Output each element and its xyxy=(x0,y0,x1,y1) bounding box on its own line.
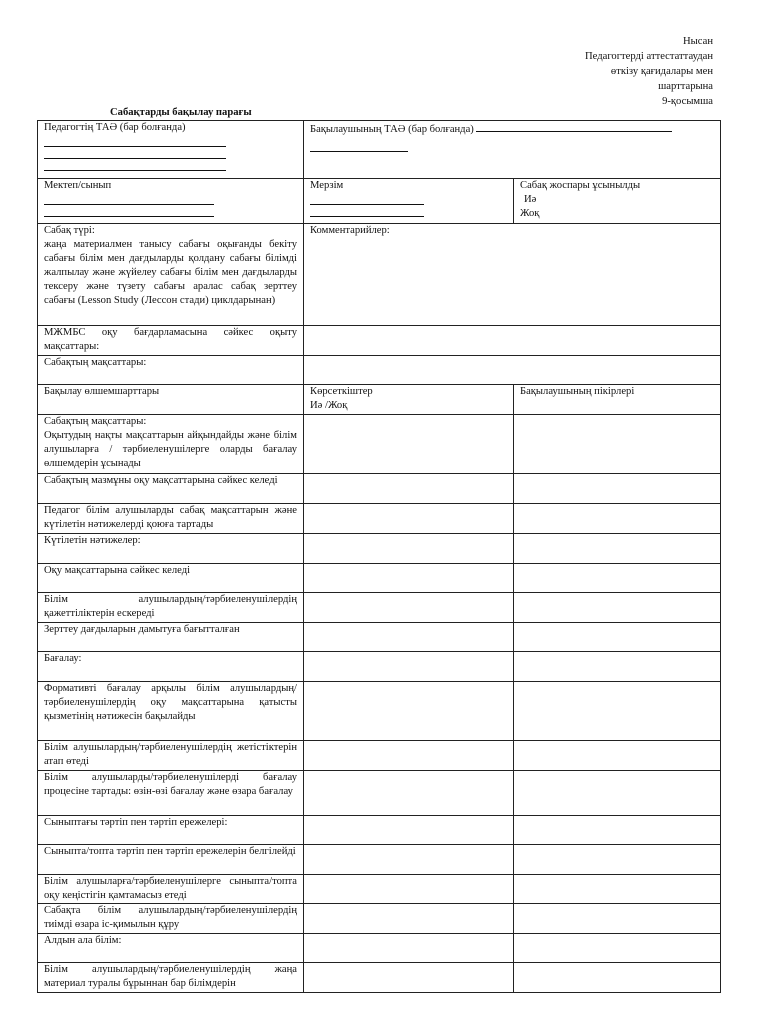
lesson-type-text: жаңа материалмен танысу сабағы оқығанды бекіту сабағы білім мен дағдыларды қолдану сабағы білімді жалпылау және жүйелеу сабағы білім мен дағдыларды тексеру және түзету сабағы аралас сабақ зерттеу сабағы (Lesson Study (Лессон стади) циклдарынан) xyxy=(44,238,297,306)
observer-cell xyxy=(304,121,721,179)
criteria-row xyxy=(38,682,721,741)
indicator-cell[interactable] xyxy=(304,504,514,534)
plan-no-option[interactable]: Жоқ xyxy=(520,207,540,219)
indicator-cell[interactable] xyxy=(304,682,514,741)
observer-name-line-2[interactable] xyxy=(310,140,408,152)
plan-label: Сабақ жоспары ұсынылды xyxy=(520,180,641,191)
school-label: Мектеп/сынып xyxy=(44,180,112,191)
criteria-row xyxy=(38,415,721,474)
program-cell: МЖМБС оқу бағдарламасына сәйкес оқыту мақсаттары: xyxy=(38,326,304,356)
indicator-cell[interactable] xyxy=(304,963,514,993)
opinion-cell[interactable] xyxy=(514,934,721,963)
teacher-name-line-2[interactable] xyxy=(44,147,226,159)
observation-form-table xyxy=(37,120,721,993)
opinion-cell[interactable] xyxy=(514,845,721,875)
school-line-2[interactable] xyxy=(44,205,214,217)
opinion-cell[interactable] xyxy=(514,474,721,504)
criteria-row xyxy=(38,875,721,904)
appendix-header xyxy=(585,34,713,109)
opinion-cell[interactable] xyxy=(514,534,721,564)
indicator-cell[interactable] xyxy=(304,904,514,934)
program-value-cell[interactable] xyxy=(304,326,721,356)
indicator-cell[interactable] xyxy=(304,934,514,963)
criteria-row xyxy=(38,771,721,816)
opinion-cell[interactable] xyxy=(514,875,721,904)
criteria-cell: Білім алушыларды/тәрбиеленушілерді бағалау процесіне тартады: өзін-өзі бағалау және өзара бағалау xyxy=(38,771,304,816)
opinion-cell[interactable] xyxy=(514,963,721,993)
lesson-type-cell xyxy=(38,224,304,326)
indicators-header-sub: Иә /Жоқ xyxy=(310,399,348,411)
indicator-cell[interactable] xyxy=(304,415,514,474)
criteria-row xyxy=(38,904,721,934)
school-date-plan-row xyxy=(38,179,721,224)
criteria-row xyxy=(38,816,721,845)
observer-label: Бақылаушының ТАӘ (бар болғанда) xyxy=(310,124,474,135)
criteria-row xyxy=(38,534,721,564)
teacher-name-line-3[interactable] xyxy=(44,159,226,171)
criteria-cell: Педагог білім алушыларды сабақ мақсаттарын және күтілетін нәтижелерді қоюға тартады xyxy=(38,504,304,534)
indicators-header xyxy=(304,385,514,415)
goals-value-cell[interactable] xyxy=(304,356,721,385)
opinion-cell[interactable] xyxy=(514,504,721,534)
indicator-cell[interactable] xyxy=(304,623,514,652)
criteria-row xyxy=(38,504,721,534)
form-title: Сабақтарды бақылау парағы xyxy=(110,107,252,118)
opinion-cell[interactable] xyxy=(514,564,721,593)
criteria-row xyxy=(38,593,721,623)
criteria-row xyxy=(38,741,721,771)
criteria-cell: Сабақтың мақсаттары: Оқытудың нақты мақсаттарын айқындайды және білім алушыларға / тәрбиеленушілерге оларды бағалау өлшемдерін ұсынады xyxy=(38,415,304,474)
teacher-observer-row xyxy=(38,121,721,179)
date-label: Мерзім xyxy=(310,180,344,191)
criteria-cell: Сабақтың мазмұны оқу мақсаттарына сәйкес келеді xyxy=(38,474,304,504)
criteria-row xyxy=(38,963,721,993)
criteria-row xyxy=(38,652,721,682)
opinion-cell[interactable] xyxy=(514,623,721,652)
criteria-row xyxy=(38,845,721,875)
teacher-label: Педагогтің ТАӘ (бар болғанда) xyxy=(44,122,186,133)
indicator-cell[interactable] xyxy=(304,534,514,564)
criteria-cell: Бағалау: xyxy=(38,652,304,682)
date-line-1[interactable] xyxy=(310,193,424,205)
criteria-cell: Сыныптағы тәртіп пен тәртіп ережелері: xyxy=(38,816,304,845)
header-line: Нысан xyxy=(683,36,713,47)
criteria-cell: Алдын ала білім: xyxy=(38,934,304,963)
goals-row xyxy=(38,356,721,385)
date-line-2[interactable] xyxy=(310,205,424,217)
criteria-cell: Білім алушылардың/тәрбиеленушілердің жаңа материал туралы бұрыннан бар білімдерін xyxy=(38,963,304,993)
indicator-cell[interactable] xyxy=(304,845,514,875)
criteria-cell: Оқу мақсаттарына сәйкес келеді xyxy=(38,564,304,593)
lesson-type-label: Сабақ түрі: xyxy=(44,225,95,236)
criteria-cell: Зерттеу дағдыларын дамытуға бағытталған xyxy=(38,623,304,652)
indicator-cell[interactable] xyxy=(304,741,514,771)
indicator-cell[interactable] xyxy=(304,652,514,682)
indicator-cell[interactable] xyxy=(304,875,514,904)
teacher-cell xyxy=(38,121,304,179)
indicator-cell[interactable] xyxy=(304,564,514,593)
criteria-row xyxy=(38,623,721,652)
criteria-row xyxy=(38,934,721,963)
indicator-cell[interactable] xyxy=(304,771,514,816)
opinion-header: Бақылаушының пікірлері xyxy=(514,385,721,415)
teacher-name-line-1[interactable] xyxy=(44,135,226,147)
criteria-row xyxy=(38,564,721,593)
school-cell xyxy=(38,179,304,224)
indicator-cell[interactable] xyxy=(304,474,514,504)
criteria-cell: Білім алушылардың/тәрбиеленушілердің қажеттіліктерін ескереді xyxy=(38,593,304,623)
goals-cell: Сабақтың мақсаттары: xyxy=(38,356,304,385)
criteria-cell: Сыныпта/топта тәртіп пен тәртіп ережелерін белгілейді xyxy=(38,845,304,875)
criteria-row xyxy=(38,474,721,504)
indicator-cell[interactable] xyxy=(304,593,514,623)
date-cell xyxy=(304,179,514,224)
comments-cell xyxy=(304,224,721,326)
opinion-cell[interactable] xyxy=(514,816,721,845)
criteria-header: Бақылау өлшемшарттары xyxy=(38,385,304,415)
opinion-cell[interactable] xyxy=(514,593,721,623)
opinion-cell[interactable] xyxy=(514,741,721,771)
comments-label: Комментарийлер: xyxy=(310,225,390,236)
observer-name-line-1[interactable] xyxy=(476,121,672,132)
plan-yes-option[interactable]: Иә xyxy=(524,193,537,205)
lesson-type-row xyxy=(38,224,721,326)
opinion-cell[interactable] xyxy=(514,652,721,682)
header-line: өткізу қағидалары мен xyxy=(610,66,713,77)
header-line: шарттарына xyxy=(658,81,713,92)
program-row xyxy=(38,326,721,356)
plan-cell xyxy=(514,179,721,224)
header-line: 9-қосымша xyxy=(662,96,713,107)
opinion-cell[interactable] xyxy=(514,682,721,741)
indicator-cell[interactable] xyxy=(304,816,514,845)
criteria-cell: Сабақта білім алушылардың/тәрбиеленушілердің тиімді өзара іс-қимылын құру xyxy=(38,904,304,934)
criteria-cell: Күтілетін нәтижелер: xyxy=(38,534,304,564)
criteria-cell: Білім алушылардың/тәрбиеленушілердің жетістіктерін атап өтеді xyxy=(38,741,304,771)
indicators-header-label: Көрсеткіштер xyxy=(310,386,373,397)
criteria-cell: Білім алушыларға/тәрбиеленушілерге сыныпта/топта оқу кеңістігін қамтамасыз етеді xyxy=(38,875,304,904)
opinion-cell[interactable] xyxy=(514,415,721,474)
columns-header-row xyxy=(38,385,721,415)
school-line-1[interactable] xyxy=(44,193,214,205)
opinion-cell[interactable] xyxy=(514,904,721,934)
header-line: Педагогтерді аттестаттаудан xyxy=(585,51,713,62)
criteria-cell: Формативті бағалау арқылы білім алушылардың/тәрбиеленушілердің оқу мақсаттарына қатысты қызметінің нәтижесін бақылайды xyxy=(38,682,304,741)
opinion-cell[interactable] xyxy=(514,771,721,816)
